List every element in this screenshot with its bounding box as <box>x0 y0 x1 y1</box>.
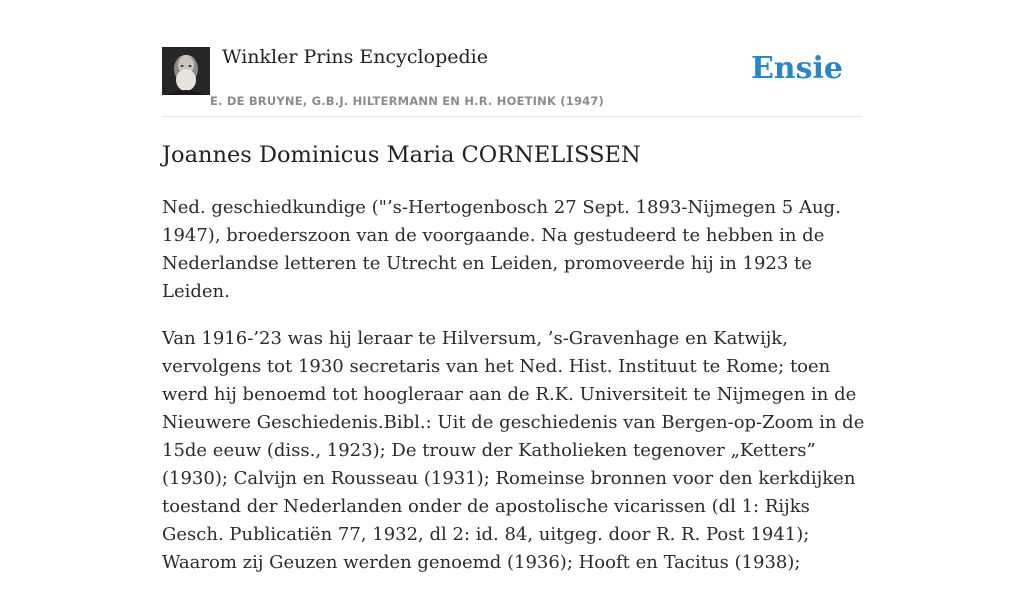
ensie-logo[interactable]: Ensie <box>750 51 843 86</box>
author-portrait-icon[interactable] <box>162 47 210 95</box>
article-title: Joannes Dominicus Maria CORNELISSEN <box>162 142 641 168</box>
book-title[interactable]: Winkler Prins Encyclopedie <box>222 46 488 68</box>
article-paragraph: Van 1916-’23 was hij leraar te Hilversum, ’s-Gravenhage en Katwijk, vervolgens tot 1930 secretaris van het Ned. Hist. Instituut te Rome; toen werd hij benoemd tot hoogleraar aan de R.K. Universiteit te Nijmegen in de Nieuwere Geschiedenis.Bibl.: Uit de geschiedenis van Bergen-op-Zoom in de 15de eeuw (diss., 1923); De trouw der Katholieken tegenover „Ketters” (1930); Calvijn en Rousseau (1931); Romeinse bronnen voor den kerkdijken toestand der Nederlanden onder de apostolische vicarissen (dl 1: Rijks Gesch. Publicatiën 77, 1932, dl 2: id. 84, uitgeg. door R. R. Post 1941); Waarom zij Geuzen werden genoemd (1936); Hooft en Tacitus (1938); <box>162 328 865 573</box>
book-authors: E. DE BRUYNE, G.B.J. HILTERMANN EN H.R. HOETINK (1947) <box>210 94 605 108</box>
article <box>162 138 868 596</box>
article-paragraph: Ned. geschiedkundige ("’s-Hertogenbosch 27 Sept. 1893-Nijmegen 5 Aug. 1947), broederszoon van de voorgaande. Na gestudeerd te hebben in de Nederlandse letteren te Utrecht en Leiden, promoveerde hij in 1923 te Leiden. <box>162 197 841 302</box>
site-header <box>162 45 862 117</box>
